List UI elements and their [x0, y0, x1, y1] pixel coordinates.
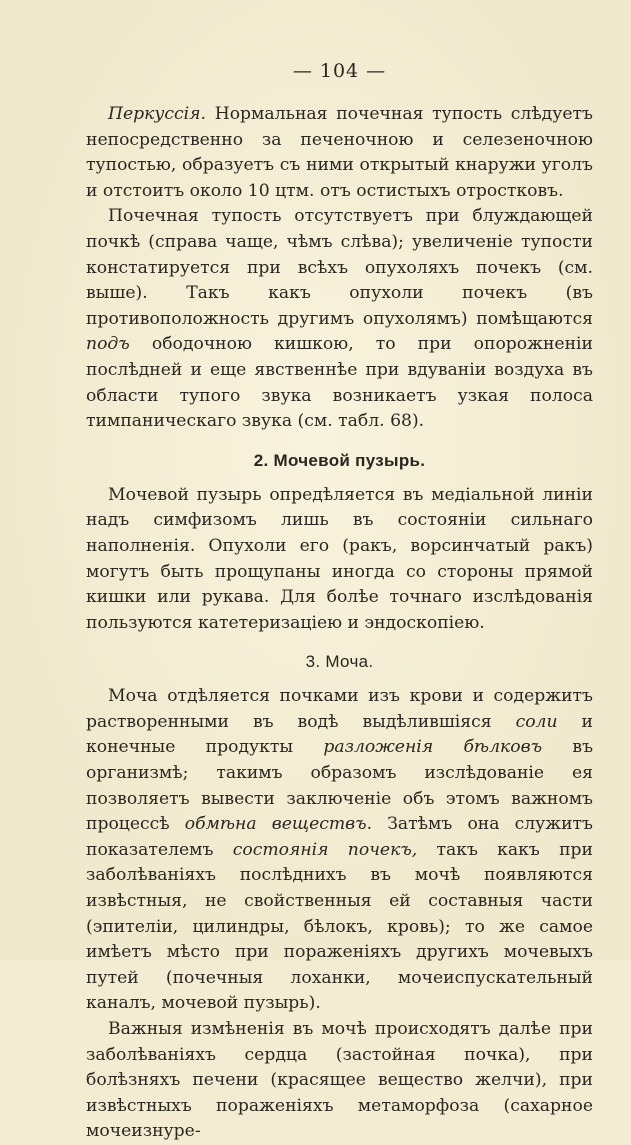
- text-segment: Затѣмъ она служитъ показателемъ: [86, 814, 593, 860]
- text-segment: Моча отдѣляется почками изъ крови и содержитъ растворенными въ водѣ выдѣлившіяся: [86, 686, 593, 732]
- paragraph-lead-term: Перкуссія.: [108, 104, 206, 124]
- paragraph-text-part1: Почечная тупость отсутствуетъ при блуждающей почкѣ (справа чаще, чѣмъ слѣва); увеличеніе тупости констатируется при всѣхъ опухоляхъ почекъ (см. выше). Такъ какъ опухоли почекъ (въ противоположность другимъ опухолямъ) помѣщаются: [86, 206, 593, 329]
- italic-term: подъ: [86, 334, 130, 355]
- paragraph-urine-2: [86, 1017, 593, 1145]
- paragraph-urine-1: [86, 684, 593, 1017]
- paragraph-text: Нормальная почечная тупость слѣдуетъ непосредственно за печеночною и селезеночною тупостью, образуетъ съ ними открытый кнаружи уголъ и отстоитъ около 10 цтм. отъ остистыхъ отростковъ.: [86, 104, 593, 201]
- text-segment: такъ какъ при заболѣваніяхъ послѣднихъ въ мочѣ появляются извѣстныя, не свойственныя ей составныя части (эпителіи, цилиндры, бѣлокъ, кровь); то же самое имѣетъ мѣсто при пораженіяхъ другихъ мочевыхъ путей (почечныя лоханки, мочеиспускательный каналъ, мочевой пузырь).: [86, 839, 593, 1014]
- italic-term: обмѣна веществъ.: [184, 814, 373, 835]
- paragraph-percussion: [86, 102, 593, 204]
- italic-term: соли: [515, 711, 558, 732]
- paragraph-text: Важныя измѣненія въ мочѣ происходятъ далѣе при заболѣваніяхъ сердца (застойная почка), при болѣзняхъ печени (красящее вещество желчи), при извѣстныхъ пораженіяхъ метаморфоза (сахарное мочеизнуре-: [86, 1019, 593, 1142]
- italic-term: разложенія бѣлковъ: [323, 737, 543, 758]
- section-heading-urine: 3. Моча.: [305, 652, 374, 672]
- paragraph-text: Мочевой пузырь опредѣляется въ медіальной линіи надъ симфизомъ лишь въ состояніи сильнаго наполненія. Опухоли его (ракъ, ворсинчатый ракъ) могутъ быть прощупаны иногда со стороны прямой кишки или рукава. Для болѣе точнаго изслѣдованія пользуются катетеризаціею и эндоскопіею.: [86, 484, 593, 633]
- text-segment: въ организмѣ; такимъ образомъ изслѣдованіе ея позволяетъ вывести заключеніе объ этомъ важномъ процессѣ: [86, 737, 594, 835]
- paragraph-kidney-dullness: [86, 204, 593, 434]
- paragraph-bladder: [86, 483, 593, 637]
- italic-term: состоянія почекъ,: [232, 839, 418, 860]
- section-heading-bladder: 2. Мочевой пузырь.: [253, 450, 426, 470]
- paragraph-text-part2: ободочною кишкою, то при опорожненіи послѣдней и еще явственнѣе при вдуваніи воздуха въ области тупого звука возникаетъ узкая полоса тимпаническаго звука (см. табл. 68).: [86, 334, 593, 432]
- text-segment: и конечные продукты: [86, 711, 593, 758]
- page-number: — 104 —: [292, 60, 387, 82]
